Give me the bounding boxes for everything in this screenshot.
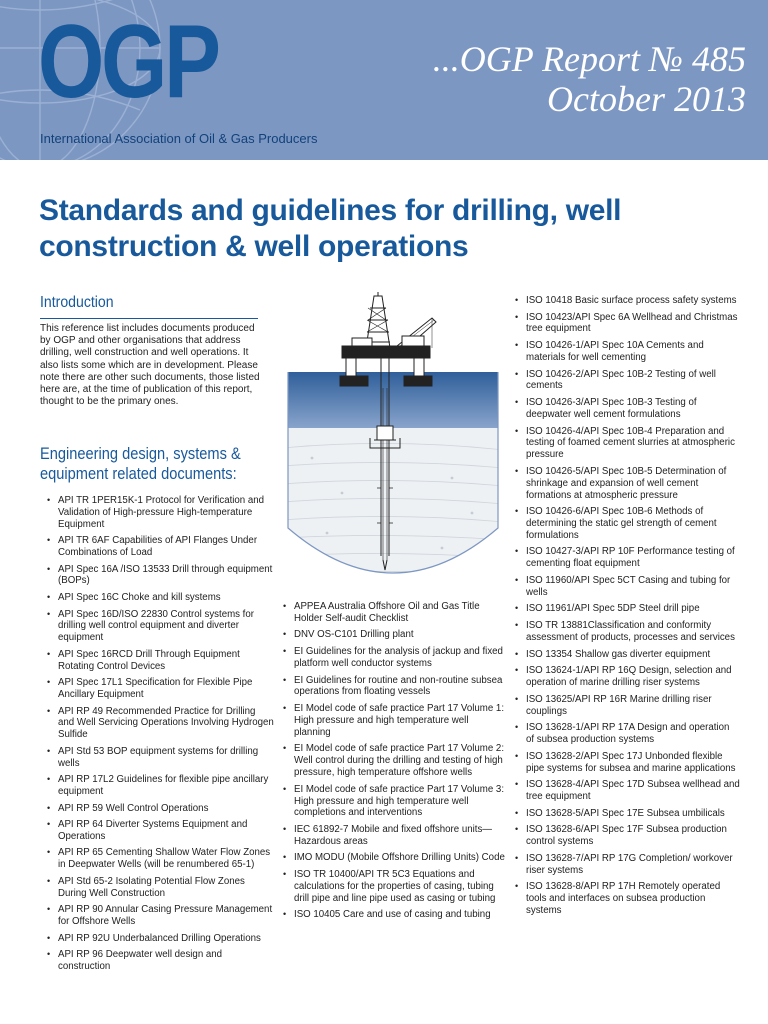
standard-list-item: • ISO 13628-6/API Spec 17F Subsea production control systems	[512, 824, 740, 848]
standard-list-item: • ISO 11960/API Spec 5CT Casing and tubing for wells	[512, 575, 740, 599]
standard-list-item: • API Spec 16RCD Drill Through Equipment Rotating Control Devices	[44, 649, 274, 673]
standard-list-item: • API RP 65 Cementing Shallow Water Flow Zones in Deepwater Wells (will be renumbered 65-1)	[44, 847, 274, 871]
standard-list-item: • EI Guidelines for the analysis of jackup and fixed platform well conductor systems	[280, 646, 505, 670]
standard-list-item: • ISO 10423/API Spec 6A Wellhead and Christmas tree equipment	[512, 312, 740, 336]
standard-list-item: • ISO 13354 Shallow gas diverter equipment	[512, 649, 740, 661]
section-divider	[40, 318, 258, 319]
report-header	[0, 0, 768, 160]
standard-list-item: • API Spec 17L1 Specification for Flexible Pipe Ancillary Equipment	[44, 677, 274, 701]
engineering-heading-line-2: equipment related documents:	[40, 464, 237, 483]
standard-list-item: • ISO 13628-5/API Spec 17E Subsea umbilicals	[512, 808, 740, 820]
standard-list-item: • EI Model code of safe practice Part 17 Volume 2: Well control during the drilling and testing of high pressure, high temperature offshore wells	[280, 743, 505, 778]
standards-list-column-3	[512, 295, 740, 922]
introduction-text: This reference list includes documents produced by OGP and other organisations that address drilling, well construction and well operations. It also lists some which are in development. Please note there are other such documents, those listed here are, at the time of publication of this report, thought to be the primary ones.	[40, 323, 260, 408]
engineering-heading	[40, 444, 241, 484]
report-id	[433, 40, 746, 119]
standard-list-item: • ISO 11961/API Spec 5DP Steel drill pipe	[512, 603, 740, 615]
standard-list-item: • ISO 13628-2/API Spec 17J Unbonded flexible pipe systems for subsea and marine applications	[512, 751, 740, 775]
standard-list-item: • API RP 17L2 Guidelines for flexible pipe ancillary equipment	[44, 774, 274, 798]
standards-list-column-2	[280, 601, 505, 926]
standard-list-item: • IEC 61892-7 Mobile and fixed offshore units—Hazardous areas	[280, 824, 505, 848]
standard-list-item: • ISO 10405 Care and use of casing and tubing	[280, 909, 505, 921]
standard-list-item: • API RP 64 Diverter Systems Equipment and Operations	[44, 819, 274, 843]
standard-list-item: • ISO TR 10400/API TR 5C3 Equations and calculations for the properties of casing, tubing drill pipe and line pipe used as casing or tubing	[280, 869, 505, 904]
standard-list-item: • ISO 10427-3/API RP 10F Performance testing of cementing float equipment	[512, 546, 740, 570]
standard-list-item: • API Spec 16A /ISO 13533 Drill through equipment (BOPs)	[44, 564, 274, 588]
standard-list-item: • API RP 96 Deepwater well design and construction	[44, 949, 274, 973]
standard-list-item: • ISO 10426-6/API Spec 10B-6 Methods of determining the static gel strength of cement formulations	[512, 506, 740, 541]
standard-list-item: • API Std 65-2 Isolating Potential Flow Zones During Well Construction	[44, 876, 274, 900]
standard-list-item: • DNV OS-C101 Drilling plant	[280, 629, 505, 641]
document-title	[39, 193, 739, 265]
standard-list-item: • API Spec 16D/ISO 22830 Control systems for drilling well control equipment and diverter equipment	[44, 609, 274, 644]
standards-list-column-1	[44, 495, 274, 978]
engineering-heading-line-1: Engineering design, systems &	[40, 444, 241, 463]
standard-list-item: • API RP 90 Annular Casing Pressure Management for Offshore Wells	[44, 904, 274, 928]
standard-list-item: • API RP 49 Recommended Practice for Drilling and Well Servicing Operations Involving Hydrogen Sulfide	[44, 706, 274, 741]
standard-list-item: • EI Model code of safe practice Part 17 Volume 1: High pressure and high temperature well planning	[280, 703, 505, 738]
standard-list-item: • API Std 53 BOP equipment systems for drilling wells	[44, 746, 274, 770]
report-number: ...OGP Report № 485	[432, 39, 746, 79]
standard-list-item: • ISO 10426-2/API Spec 10B-2 Testing of well cements	[512, 369, 740, 393]
standard-list-item: • ISO 13628-1/API RP 17A Design and operation of subsea production systems	[512, 722, 740, 746]
title-line-1: Standards and guidelines for drilling, well	[39, 194, 622, 227]
standard-list-item: • ISO 10426-3/API Spec 10B-3 Testing of deepwater well cement formulations	[512, 397, 740, 421]
introduction-heading: Introduction	[40, 294, 114, 311]
standard-list-item: • API Spec 16C Choke and kill systems	[44, 592, 274, 604]
standard-list-item: • APPEA Australia Offshore Oil and Gas Title Holder Self-audit Checklist	[280, 601, 505, 625]
standard-list-item: • ISO 10418 Basic surface process safety systems	[512, 295, 740, 307]
standard-list-item: • API RP 92U Underbalanced Drilling Operations	[44, 933, 274, 945]
standard-list-item: • API TR 6AF Capabilities of API Flanges Under Combinations of Load	[44, 535, 274, 559]
standard-list-item: • ISO TR 13881Classification and conformity assessment of products, processes and services	[512, 620, 740, 644]
standard-list-item: • ISO 13628-7/API RP 17G Completion/ workover riser systems	[512, 853, 740, 877]
ogp-logo: OGP	[38, 4, 218, 120]
association-name: International Association of Oil & Gas Producers	[40, 131, 318, 146]
standard-list-item: • ISO 10426-4/API Spec 10B-4 Preparation and testing of foamed cement slurries at atmospheric pressure	[512, 426, 740, 461]
report-date: October 2013	[547, 78, 746, 119]
standard-list-item: • API TR 1PER15K-1 Protocol for Verification and Validation of High-pressure High-temperature Equipment	[44, 495, 274, 530]
standard-list-item: • EI Guidelines for routine and non-routine subsea operations from floating vessels	[280, 675, 505, 699]
standard-list-item: • ISO 13628-4/API Spec 17D Subsea wellhead and tree equipment	[512, 779, 740, 803]
standard-list-item: • EI Model code of safe practice Part 17 Volume 3: High pressure and high temperature well completions and interventions	[280, 784, 505, 819]
standard-list-item: • ISO 13625/API RP 16R Marine drilling riser couplings	[512, 694, 740, 718]
standard-list-item: • ISO 10426-5/API Spec 10B-5 Determination of shrinkage and expansion of well cement formations at atmospheric pressure	[512, 466, 740, 501]
standard-list-item: • API RP 59 Well Control Operations	[44, 803, 274, 815]
standard-list-item: • IMO MODU (Mobile Offshore Drilling Units) Code	[280, 852, 505, 864]
title-line-2: construction & well operations	[39, 230, 469, 263]
standard-list-item: • ISO 13628-8/API RP 17H Remotely operated tools and interfaces on subsea production systems	[512, 881, 740, 916]
standard-list-item: • ISO 13624-1/API RP 16Q Design, selection and operation of marine drilling riser systems	[512, 665, 740, 689]
drilling-rig-illustration	[282, 288, 504, 594]
standard-list-item: • ISO 10426-1/API Spec 10A Cements and materials for well cementing	[512, 340, 740, 364]
